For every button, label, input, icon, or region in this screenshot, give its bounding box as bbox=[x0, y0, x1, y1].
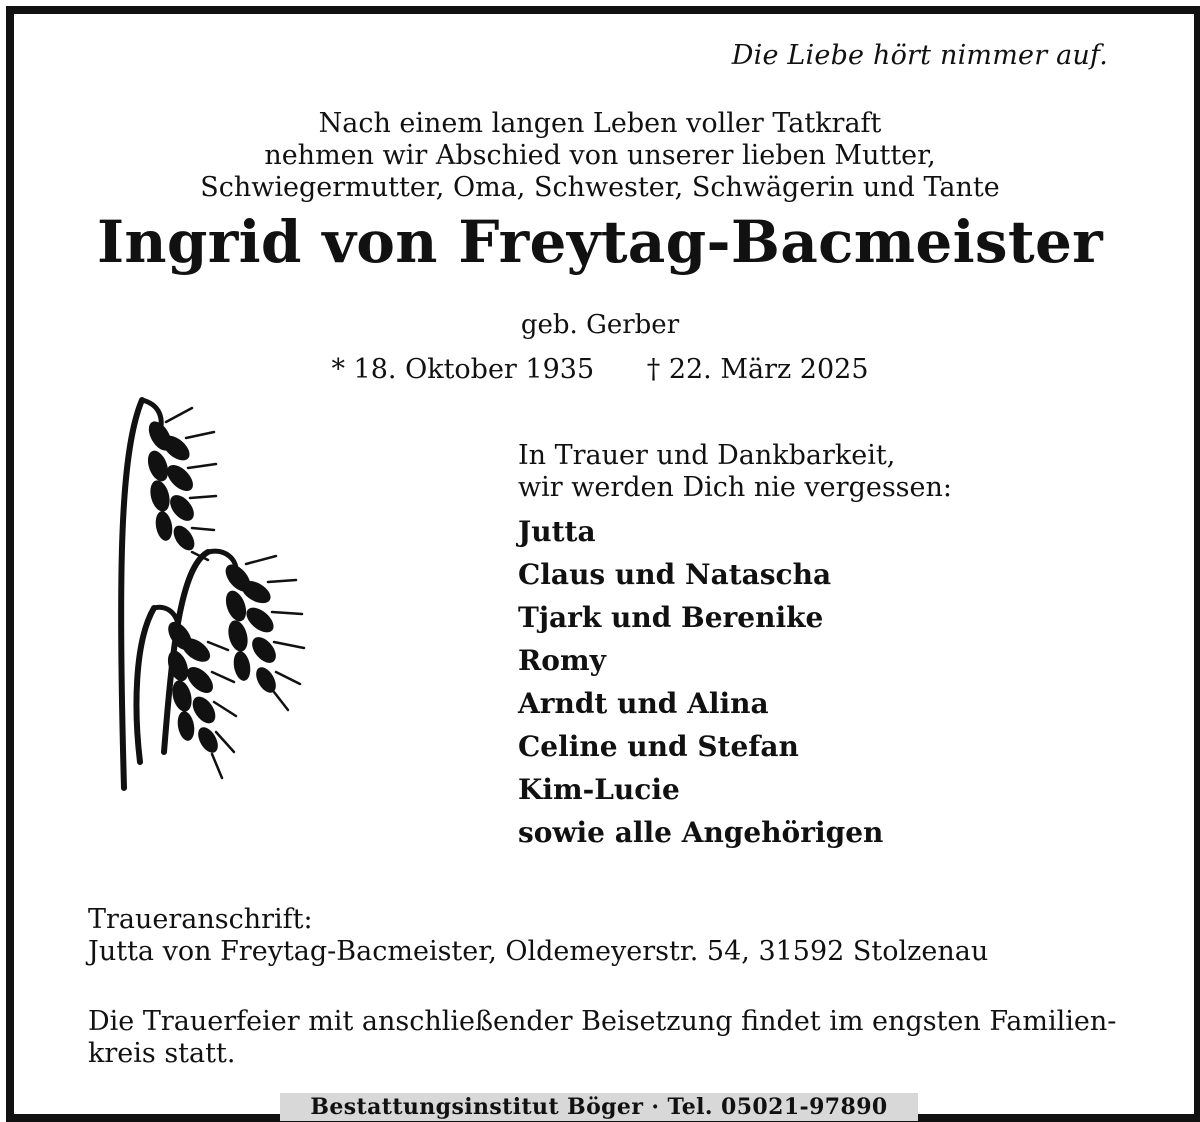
life-dates bbox=[0, 354, 1200, 385]
wheat-ears-icon bbox=[110, 392, 340, 802]
mourners-lead bbox=[518, 440, 1138, 504]
intro-text bbox=[0, 108, 1200, 204]
birth-name: geb. Gerber bbox=[520, 310, 680, 340]
mourners-lead-line: wir werden Dich nie vergessen: bbox=[518, 472, 953, 503]
mourner-name: Arndt und Alina bbox=[518, 687, 769, 720]
death-date: † 22. März 2025 bbox=[646, 354, 869, 385]
mourner-name: Jutta bbox=[518, 515, 596, 548]
intro-line: Schwiegermutter, Oma, Schwester, Schwägerin und Tante bbox=[200, 172, 1000, 203]
funeral-home-footer: Bestattungsinstitut Böger · Tel. 05021-97890 bbox=[280, 1093, 918, 1121]
mourner-name: Kim-Lucie bbox=[518, 773, 680, 806]
mourner-name: Celine und Stefan bbox=[518, 730, 799, 763]
address-label: Traueranschrift: bbox=[88, 904, 313, 935]
intro-line: nehmen wir Abschied von unserer lieben Mutter, bbox=[264, 140, 936, 171]
mourners-block bbox=[518, 440, 1138, 854]
deceased-name: Ingrid von Freytag-Bacmeister bbox=[96, 208, 1104, 276]
mourner-name: Romy bbox=[518, 644, 606, 677]
mourning-address bbox=[88, 904, 988, 968]
birth-date: * 18. Oktober 1935 bbox=[331, 354, 595, 385]
mourner-name: Claus und Natascha bbox=[518, 558, 832, 591]
mourners-list bbox=[518, 510, 1138, 854]
mourner-name: Tjark und Berenike bbox=[518, 601, 824, 634]
mourners-lead-line: In Trauer und Dankbarkeit, bbox=[518, 440, 896, 471]
motto: Die Liebe hört nimmer auf. bbox=[731, 40, 1108, 71]
ceremony-notice bbox=[88, 1006, 1128, 1070]
mourner-name: sowie alle Angehörigen bbox=[518, 816, 884, 849]
ceremony-line: kreis statt. bbox=[88, 1038, 236, 1069]
ceremony-line: Die Trauerfeier mit anschließender Beisetzung findet im engsten Familien- bbox=[88, 1006, 1117, 1037]
address-value: Jutta von Freytag-Bacmeister, Oldemeyerstr. 54, 31592 Stolzenau bbox=[88, 936, 989, 967]
intro-line: Nach einem langen Leben voller Tatkraft bbox=[318, 108, 882, 139]
